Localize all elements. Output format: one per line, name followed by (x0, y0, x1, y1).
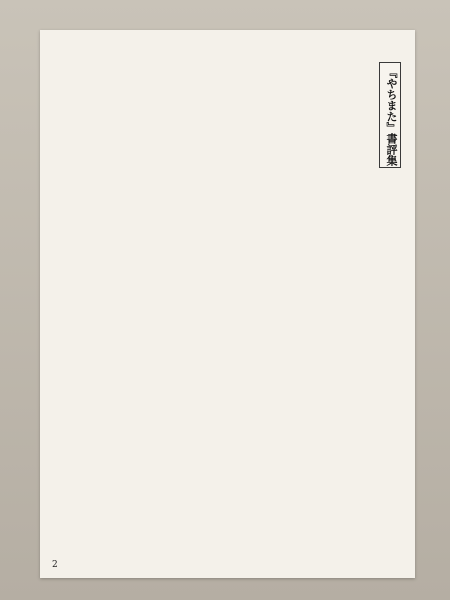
section-heading-box (379, 62, 401, 168)
page-number: 2 (52, 560, 58, 570)
section-heading: 『やちまた』書評集 (385, 67, 398, 166)
printed-page (40, 30, 415, 578)
